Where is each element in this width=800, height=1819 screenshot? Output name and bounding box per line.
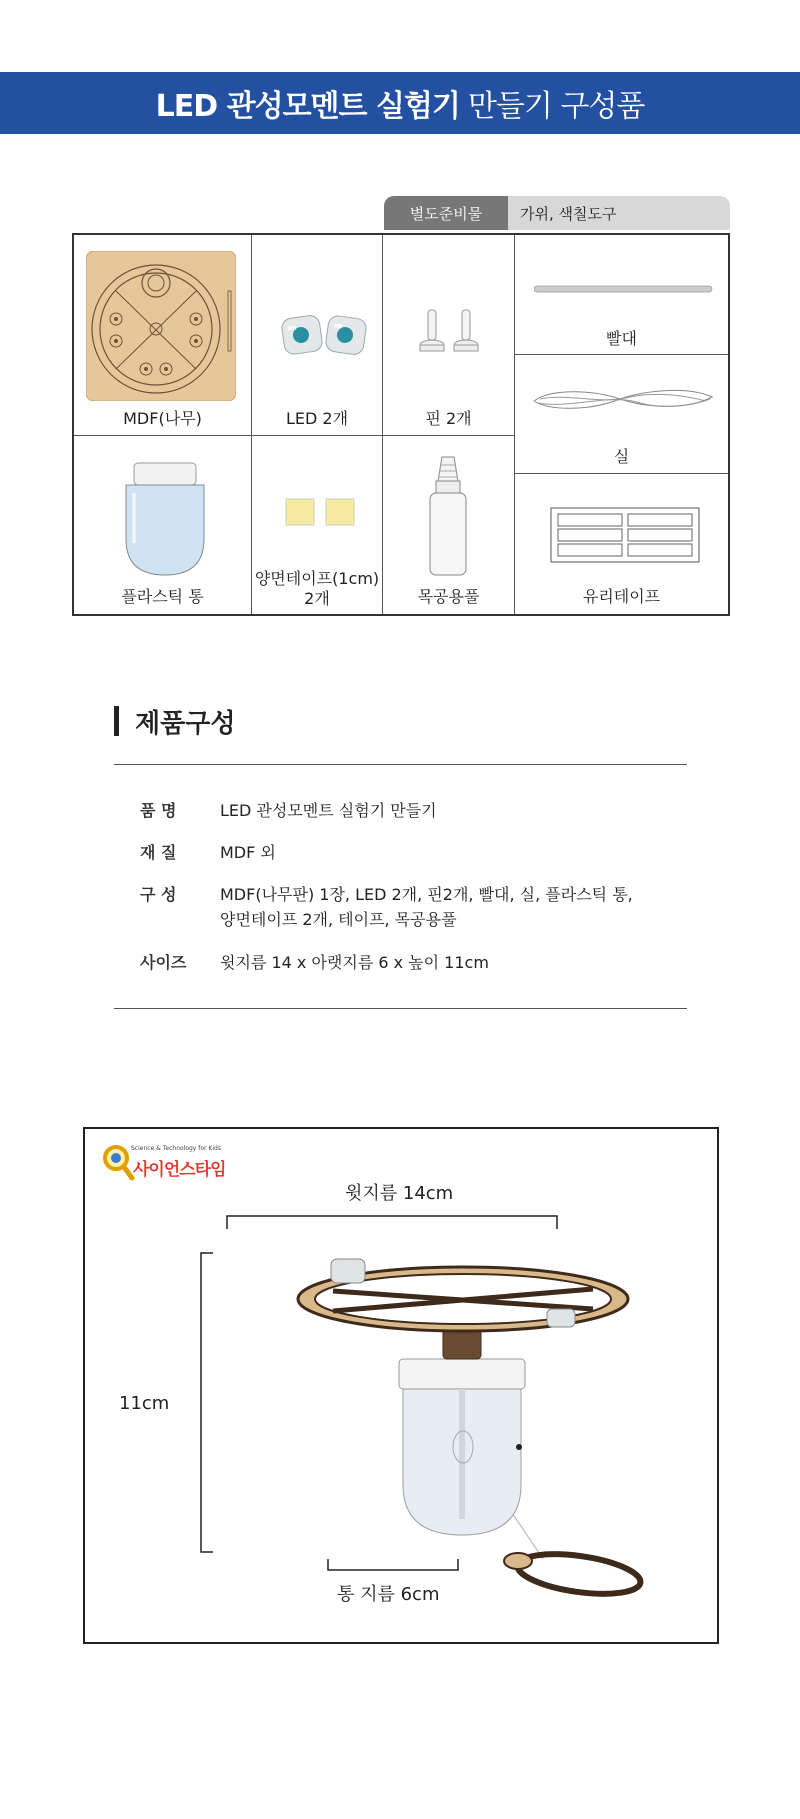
- glass-tape-image: [550, 507, 700, 563]
- mdf-board-image: [86, 251, 236, 401]
- string-image: [530, 385, 716, 415]
- magnifier-icon: [101, 1143, 135, 1181]
- spec-key: 사이즈: [140, 953, 187, 972]
- spec-heading-bar: [114, 706, 119, 736]
- part-label-glass-tape: 유리테이프: [582, 587, 661, 606]
- dim-bottom-bracket: [327, 1558, 459, 1572]
- spec-value-line1: MDF(나무판) 1장, LED 2개, 핀2개, 빨대, 실, 플라스틱 통,: [220, 885, 633, 904]
- spec-value: 윗지름 14 x 아랫지름 6 x 높이 11cm: [220, 953, 489, 972]
- wood-glue-image: [426, 455, 470, 577]
- dim-top-label: 윗지름 14cm: [345, 1183, 454, 1204]
- brand-logo: [101, 1141, 241, 1183]
- parts-grid: [72, 233, 730, 616]
- dim-bottom-label: 통 지름 6cm: [337, 1584, 440, 1605]
- spec-title: 제품구성: [135, 708, 236, 739]
- part-label-double-tape: [252, 569, 382, 609]
- logo-name: 사이언스타임: [133, 1160, 226, 1180]
- product-photo-frame: [83, 1127, 719, 1644]
- plastic-container-image: [120, 459, 210, 579]
- prep-label: 별도준비물: [384, 196, 508, 230]
- straw-image: [534, 279, 714, 289]
- part-label-string: 실: [613, 447, 630, 466]
- double-tape-image: [284, 497, 356, 527]
- prep-value: 가위, 색칠도구: [508, 196, 730, 230]
- banner-title-bold: LED 관성모멘트 실험기: [155, 89, 460, 124]
- part-label-wood-glue: 목공용풀: [417, 587, 480, 606]
- spec-value-line2: 양면테이프 2개, 테이프, 목공용풀: [220, 910, 457, 929]
- spec-value: LED 관성모멘트 실험기 만들기: [220, 801, 437, 820]
- spec-value: [220, 882, 700, 932]
- spec-heading: [114, 704, 235, 738]
- dim-height-label: 11cm: [119, 1393, 170, 1414]
- spec-key: 품 명: [140, 801, 177, 820]
- separate-prep-bar: [384, 196, 730, 230]
- spec-rule-top: [114, 764, 687, 765]
- banner-title-light: 만들기 구성품: [467, 89, 645, 124]
- part-label-led: LED 2개: [285, 409, 349, 428]
- led-image: [279, 307, 389, 367]
- part-label-straw: 빨대: [606, 329, 637, 348]
- pins-image: [416, 305, 486, 365]
- spec-key: 구 성: [140, 885, 177, 904]
- part-label-double-tape-line2: 2개: [304, 589, 330, 608]
- part-label-plastic-container: 플라스틱 통: [121, 587, 204, 606]
- part-label-mdf: MDF(나무): [123, 409, 202, 428]
- part-label-double-tape-line1: 양면테이프(1cm): [254, 569, 380, 588]
- spec-rule-bottom: [114, 1008, 687, 1009]
- part-label-pins: 핀 2개: [425, 409, 472, 428]
- spec-key: 재 질: [140, 843, 177, 862]
- page-banner: [0, 72, 800, 134]
- spec-value: MDF 외: [220, 843, 276, 862]
- dim-top-bracket: [226, 1214, 558, 1230]
- logo-tagline: Science & Technology for Kids: [131, 1145, 221, 1152]
- product-illustration: [213, 1229, 653, 1599]
